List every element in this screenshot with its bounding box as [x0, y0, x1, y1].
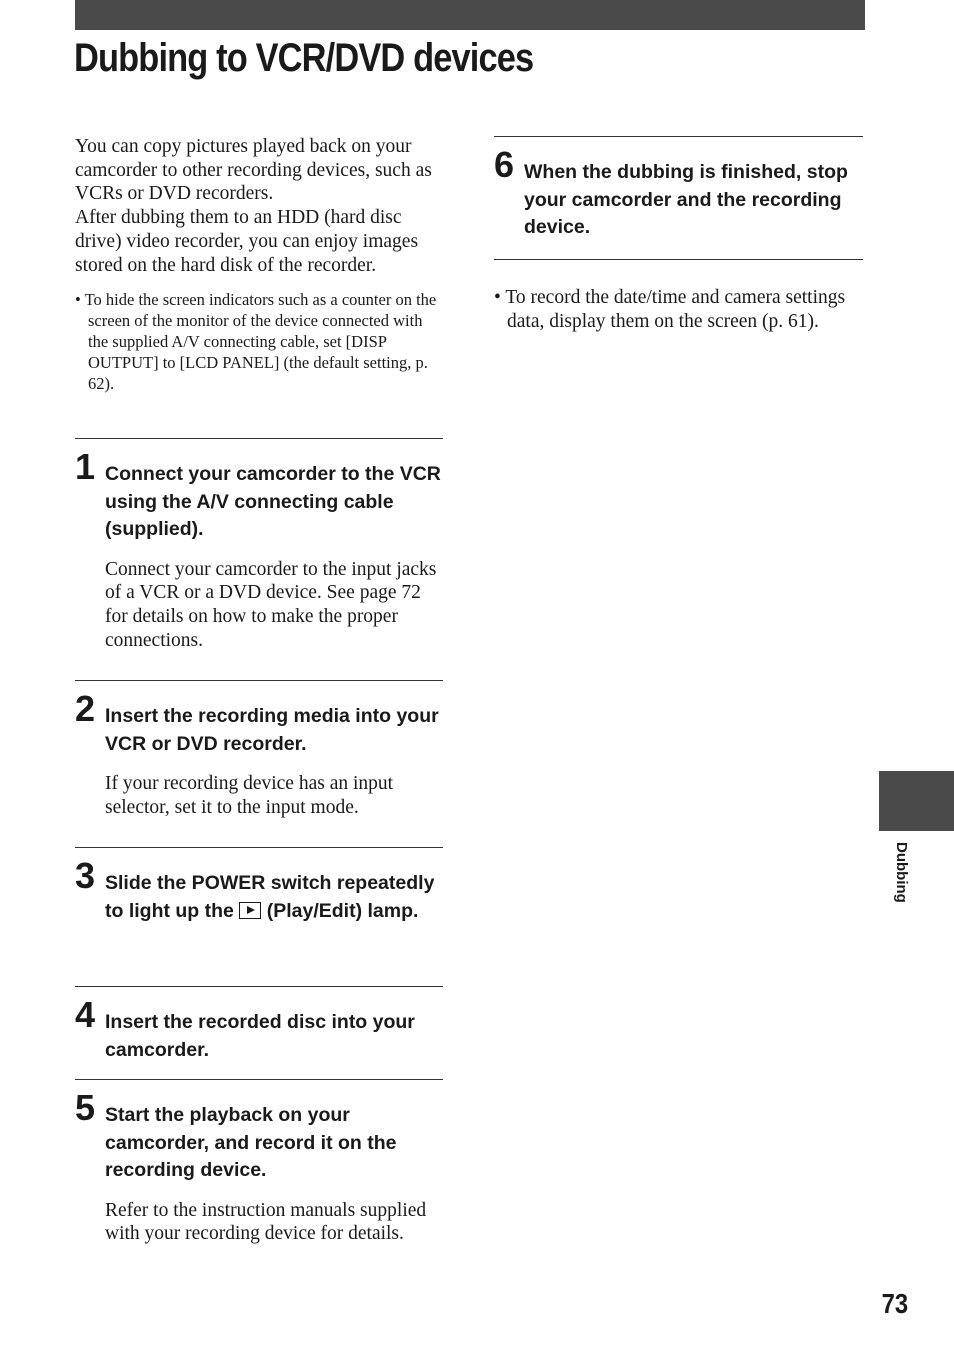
step-heading: Start the playback on your camcorder, and record it on the recording device.: [105, 1104, 397, 1181]
step-heading: When the dubbing is finished, stop your camcorder and the recording device.: [524, 161, 848, 238]
divider: [494, 259, 863, 260]
play-edit-icon: [239, 902, 261, 919]
step-5: [75, 1079, 443, 1246]
page-title: Dubbing to VCR/DVD devices: [74, 36, 534, 80]
step-number: 4: [75, 994, 96, 1035]
step-2: [75, 680, 443, 819]
step-heading-text-end: (Play/Edit) lamp.: [266, 899, 419, 922]
step-heading: Insert the recording media into your VCR or DVD recorder.: [105, 705, 439, 755]
step-body: Refer to the instruction manuals supplied with your recording device for details.: [105, 1199, 427, 1245]
page-number: 73: [881, 1288, 908, 1319]
step-4: [75, 986, 443, 1064]
step-number: 3: [75, 855, 96, 896]
step-1: [75, 438, 443, 652]
step-body: Connect your camcorder to the input jacks of a VCR or a DVD device. See page 72 for details on how to make the proper connections.: [105, 558, 437, 651]
step-body: If your recording device has an input selector, set it to the input mode.: [105, 773, 394, 818]
left-column: [75, 135, 443, 1245]
step-3: [75, 847, 443, 925]
step-number: 2: [75, 688, 96, 729]
step-heading: Connect your camcorder to the VCR using the A/V connecting cable (supplied).: [105, 463, 441, 540]
step-number: 6: [494, 144, 515, 185]
step-heading: [75, 848, 443, 925]
intro-note: • To hide the screen indicators such as a counter on the screen of the monitor of the device connected with the supplied A/V connecting cable, set [DISP OUTPUT] to [LCD PANEL] (the default setting, p. 62).: [75, 290, 437, 394]
intro-paragraph-2: After dubbing them to an HDD (hard disc drive) video recorder, you can enjoy images stored on the hard disk of the recorder.: [75, 207, 419, 276]
intro-paragraph-1: You can copy pictures played back on your camcorder to other recording devices, such as VCRs or DVD recorders.: [75, 136, 432, 205]
section-tab-label: Dubbing: [893, 842, 910, 903]
step-number: 5: [75, 1087, 96, 1128]
header-bar: [75, 0, 865, 30]
step-heading-text: Slide the POWER switch repeatedly to light up the: [105, 872, 435, 922]
step-6: [494, 136, 863, 242]
right-note: • To record the date/time and camera settings data, display them on the screen (p. 61).: [494, 287, 846, 332]
step-number: 1: [75, 446, 96, 487]
step-heading: Insert the recorded disc into your camcorder.: [105, 1011, 415, 1061]
section-tab-marker: [879, 771, 954, 831]
